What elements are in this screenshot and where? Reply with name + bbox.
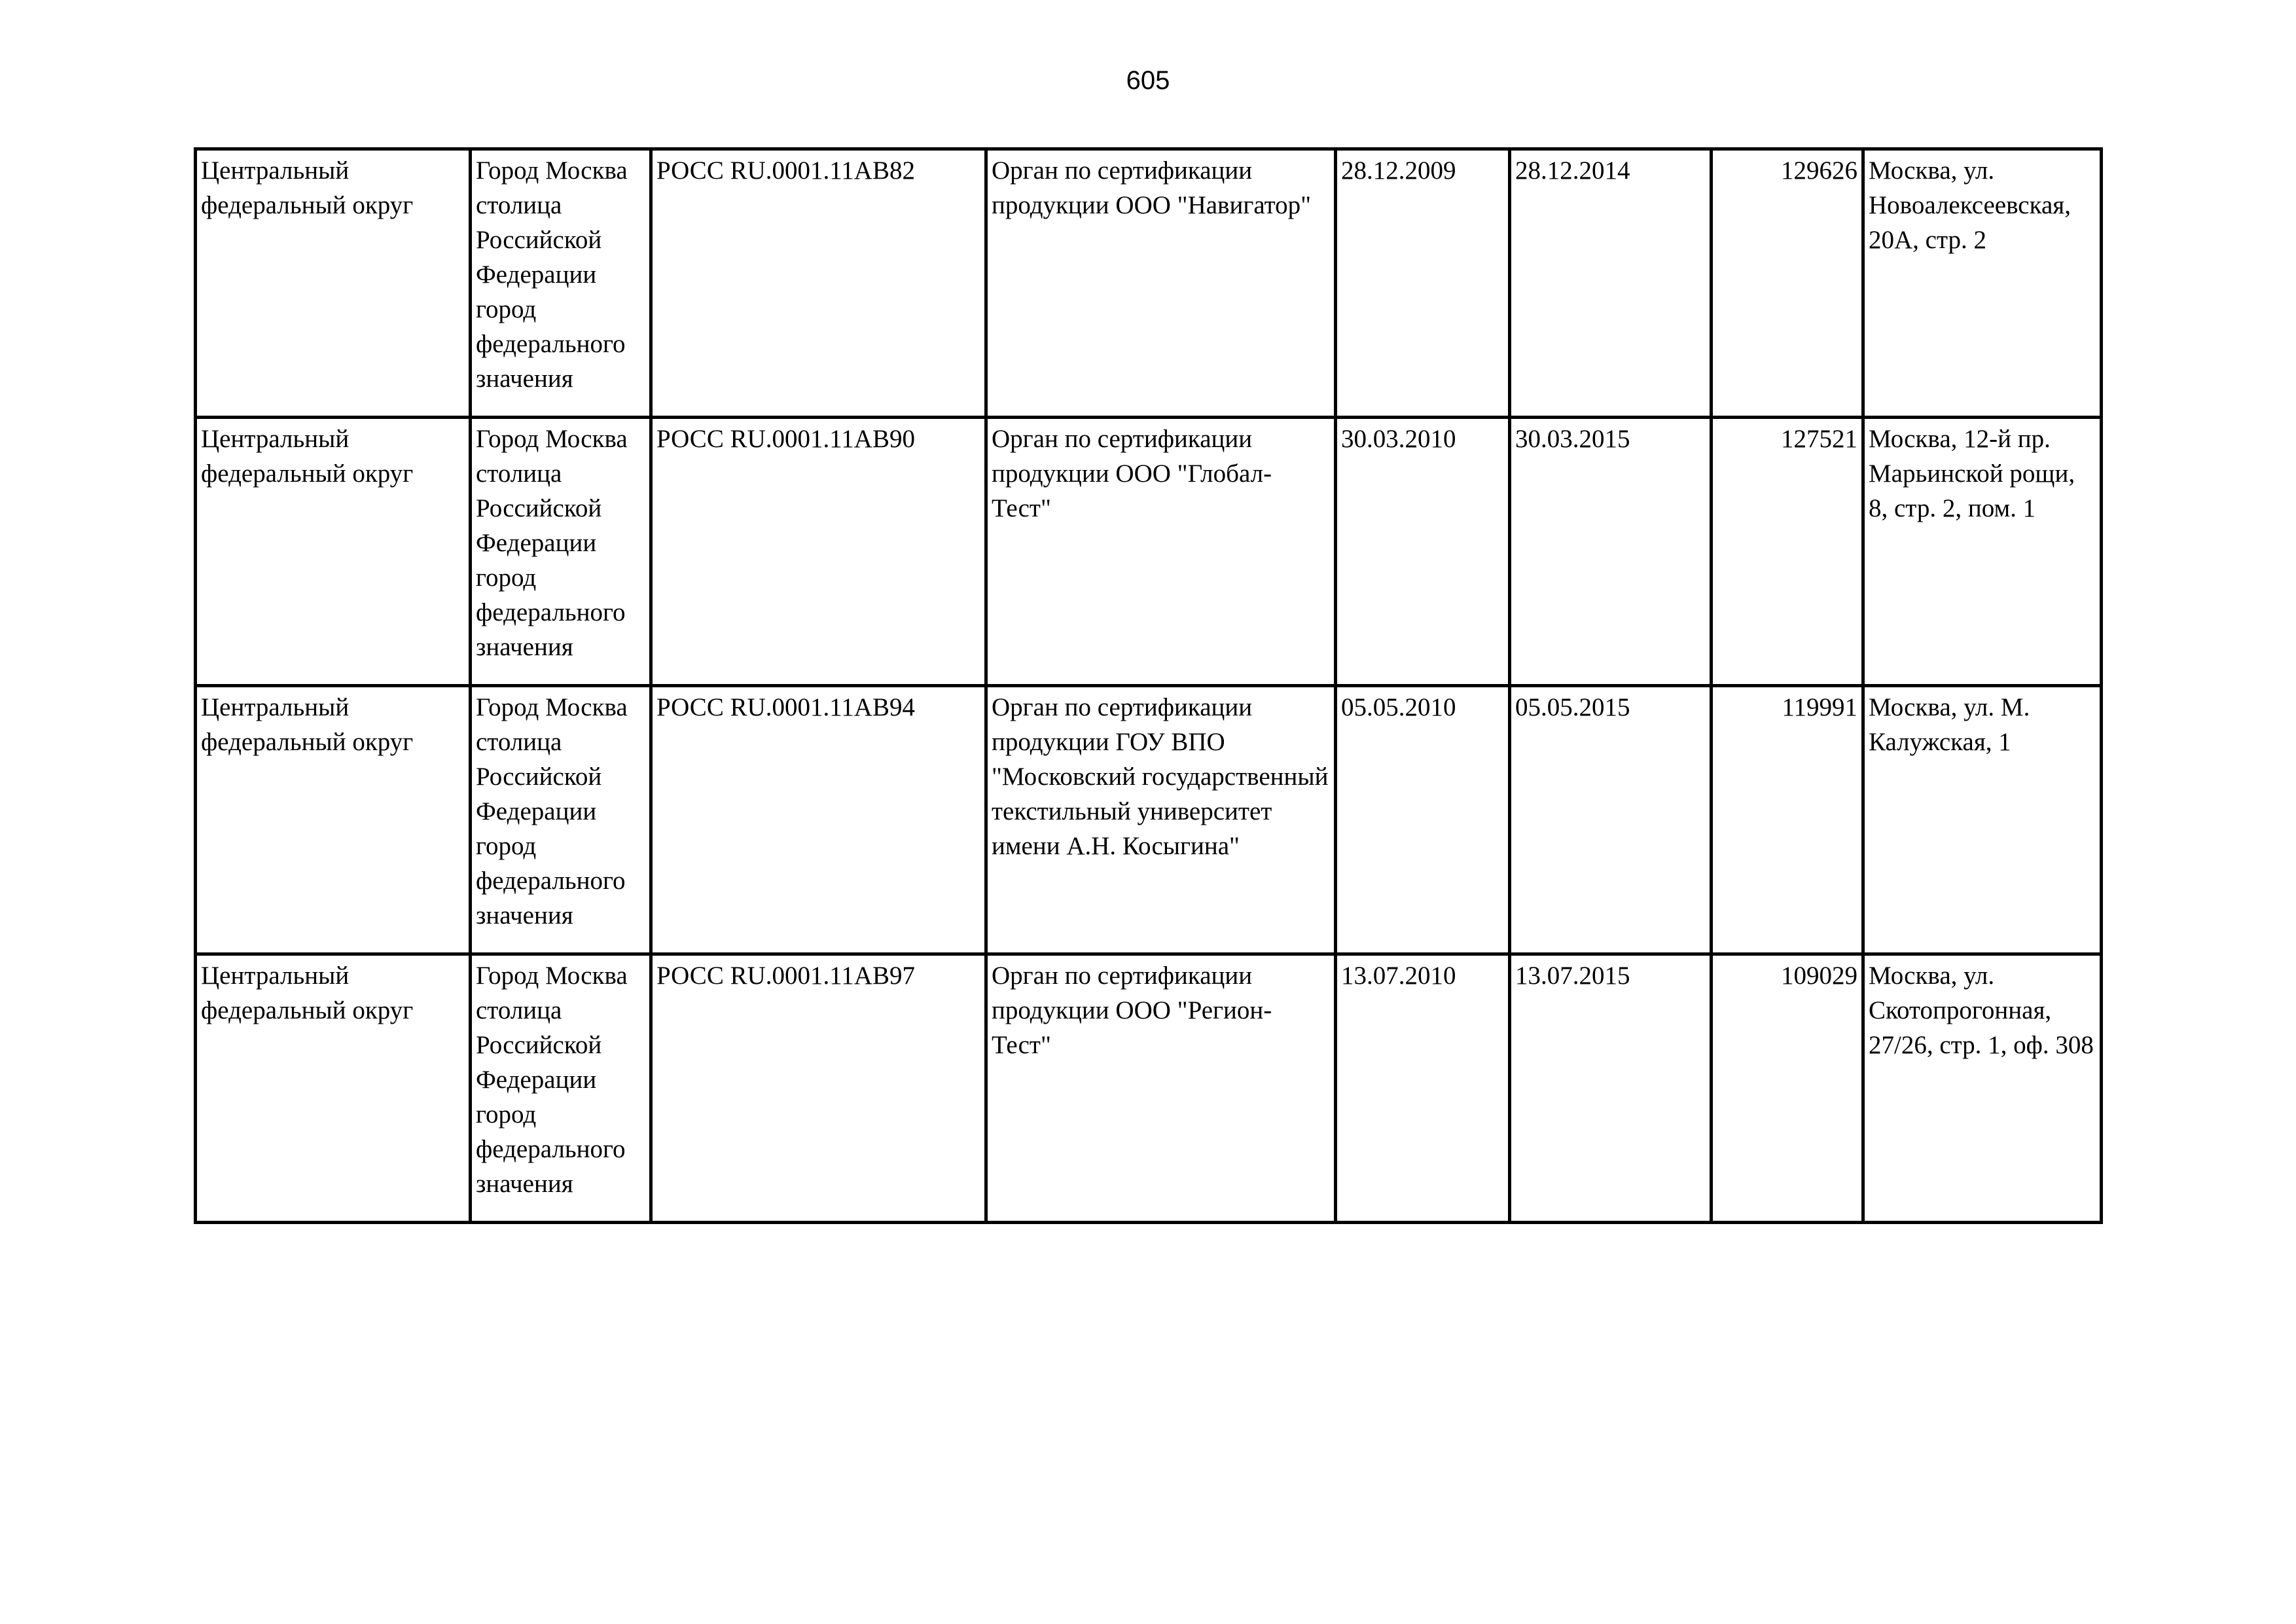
postal-index-cell: 129626 [1712, 149, 1863, 418]
date-from-cell: 30.03.2010 [1336, 418, 1510, 686]
reg-number-cell: РОСС RU.0001.11АВ90 [651, 418, 986, 686]
table-row [196, 418, 2102, 686]
district-cell: Центральный федеральный округ [196, 686, 471, 954]
district-cell: Центральный федеральный округ [196, 149, 471, 418]
table-row [196, 686, 2102, 954]
subject-cell: Город Москва столица Российской Федерации город федерального значения [471, 954, 651, 1223]
reg-number-cell: РОСС RU.0001.11АВ97 [651, 954, 986, 1223]
reg-number-cell: РОСС RU.0001.11АВ94 [651, 686, 986, 954]
table-row [196, 149, 2102, 418]
address-cell: Москва, ул. М. Калужская, 1 [1863, 686, 2102, 954]
date-to-cell: 13.07.2015 [1510, 954, 1712, 1223]
certification-bodies-table [194, 147, 2103, 1224]
date-to-cell: 05.05.2015 [1510, 686, 1712, 954]
district-cell: Центральный федеральный округ [196, 954, 471, 1223]
page-number: 605 [1126, 66, 1170, 95]
date-from-cell: 13.07.2010 [1336, 954, 1510, 1223]
subject-cell: Город Москва столица Российской Федерации город федерального значения [471, 149, 651, 418]
postal-index-cell: 127521 [1712, 418, 1863, 686]
address-cell: Москва, 12-й пр. Марьинской рощи, 8, стр. 2, пом. 1 [1863, 418, 2102, 686]
reg-number-cell: РОСС RU.0001.11АВ82 [651, 149, 986, 418]
postal-index-cell: 119991 [1712, 686, 1863, 954]
organization-cell: Орган по сертификации продукции ООО "Регион-Тест" [986, 954, 1336, 1223]
organization-cell: Орган по сертификации продукции ООО "Навигатор" [986, 149, 1336, 418]
date-from-cell: 28.12.2009 [1336, 149, 1510, 418]
subject-cell: Город Москва столица Российской Федерации город федерального значения [471, 418, 651, 686]
date-to-cell: 30.03.2015 [1510, 418, 1712, 686]
district-cell: Центральный федеральный округ [196, 418, 471, 686]
organization-cell: Орган по сертификации продукции ООО "Глобал-Тест" [986, 418, 1336, 686]
address-cell: Москва, ул. Скотопрогонная, 27/26, стр. 1, оф. 308 [1863, 954, 2102, 1223]
date-to-cell: 28.12.2014 [1510, 149, 1712, 418]
table-row [196, 954, 2102, 1223]
organization-cell: Орган по сертификации продукции ГОУ ВПО "Московский государственный текстильный университет имени А.Н. Косыгина" [986, 686, 1336, 954]
postal-index-cell: 109029 [1712, 954, 1863, 1223]
date-from-cell: 05.05.2010 [1336, 686, 1510, 954]
subject-cell: Город Москва столица Российской Федерации город федерального значения [471, 686, 651, 954]
address-cell: Москва, ул. Новоалексеевская, 20А, стр. 2 [1863, 149, 2102, 418]
